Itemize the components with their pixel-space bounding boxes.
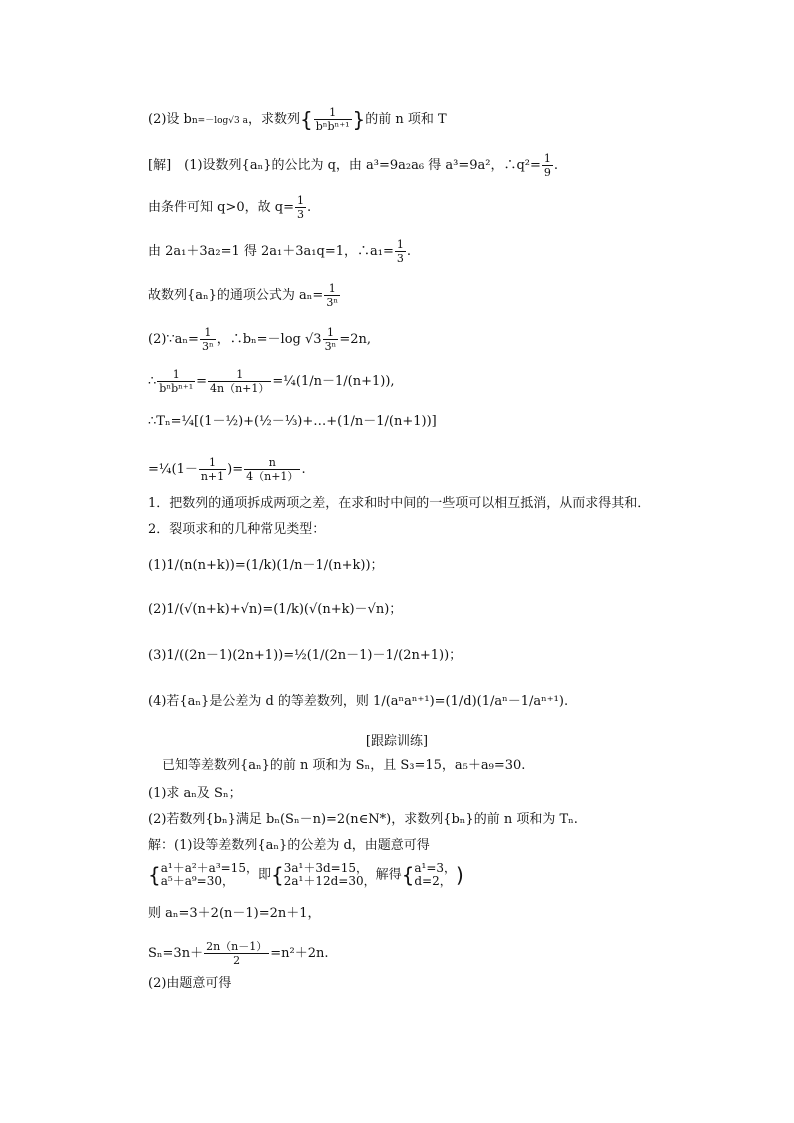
- note-2: 2．裂项求和的几种常见类型：: [148, 522, 326, 537]
- problem-part2: (2)设 bn=－log√3 a，求数列{ 1 bⁿbⁿ⁺¹ }的前 n 项和 T: [148, 106, 447, 133]
- solution-line-6: ∴ 1 bⁿbⁿ⁺¹ = $\frac{1}{4n(n+1)}$ =¼(1/n－1/(n+1)),: [148, 368, 395, 395]
- type-1: (1)1/(n(n+k))=(1/k)(1/n－1/(n+k))；: [148, 558, 384, 573]
- practice-heading: [跟踪训练]: [365, 734, 429, 749]
- type-4: (4)若{aₙ}是公差为 d 的等差数列，则 1/(aⁿaⁿ⁺¹)=(1/d)(1/aⁿ－1/aⁿ⁺¹).: [148, 694, 569, 709]
- practice-q2: (2)若数列{bₙ}满足 bₙ(Sₙ－n)=2(n∈N*)，求数列{bₙ}的前 n 项和为 Tₙ.: [148, 812, 578, 827]
- solution-line-4: 故数列{aₙ}的通项公式为 aₙ= $\frac{1}{\text{3ⁿ}}$: [148, 282, 339, 309]
- solution-line-3: 由 2a₁＋3a₂=1 得 2a₁＋3a₁q=1，∴a₁= $\frac{1}{3}$ .: [148, 238, 411, 265]
- note-1: 1．把数列的通项拆成两项之差，在求和时中间的一些项可以相互抵消，从而求得其和．: [148, 496, 651, 511]
- practice-s1: 解：(1)设等差数列{aₙ}的公差为 d，由题意可得: [148, 838, 430, 853]
- solution-line-1: [解] (1)设数列{aₙ}的公比为 q，由 a³=9a₂a₆ 得 a³=9a²，∴q²= $\frac{1}{9}$ .: [148, 152, 559, 179]
- recip-fraction: 1 bⁿbⁿ⁺¹: [315, 106, 350, 133]
- type-3: (3)1/((2n－1)(2n+1))=½(1/(2n－1)－1/(2n+1))；: [148, 648, 463, 663]
- solution-line-5: (2)∵aₙ= $\frac{1}{\text{3ⁿ}}$ ，∴bₙ=－log √3 $\frac{1}{\text{3ⁿ}}$ =2n,: [148, 326, 371, 353]
- solution-line-7: ∴Tₙ=¼[(1－½)+(½－⅓)+…+(1/n－1/(n+1))]: [148, 414, 437, 429]
- solution-line-2: 由条件可知 q>0，故 q= $\frac{1}{3}$ .: [148, 194, 312, 221]
- practice-q1: (1)求 aₙ及 Sₙ；: [148, 786, 242, 801]
- b-definition: n=－log√3 a: [191, 116, 248, 126]
- type-2: (2)1/(√(n+k)+√n)=(1/k)(√(n+k)－√n)；: [148, 602, 403, 617]
- solution-line-8: =¼(1－ $\frac{1}{n+1}$ )= $\frac{n}{4(n+1)}$ .: [148, 456, 306, 483]
- practice-s4: (2)由题意可得: [148, 976, 232, 991]
- practice-s3: Sₙ=3n＋ $\frac{2n(n-1)}{2}$ =n²＋2n.: [148, 940, 329, 967]
- practice-stem: 已知等差数列{aₙ}的前 n 项和为 Sₙ，且 S₃=15，a₅＋a₉=30.: [162, 758, 526, 773]
- practice-s2: 则 aₙ=3＋2(n－1)=2n＋1，: [148, 906, 321, 921]
- practice-systems: { a¹＋a²＋a³=15， a⁵＋a⁹=30， 即{ 3a¹＋3d=15， 2a¹＋12d=30， 解得{ a¹=3， d=2， ): [148, 861, 464, 888]
